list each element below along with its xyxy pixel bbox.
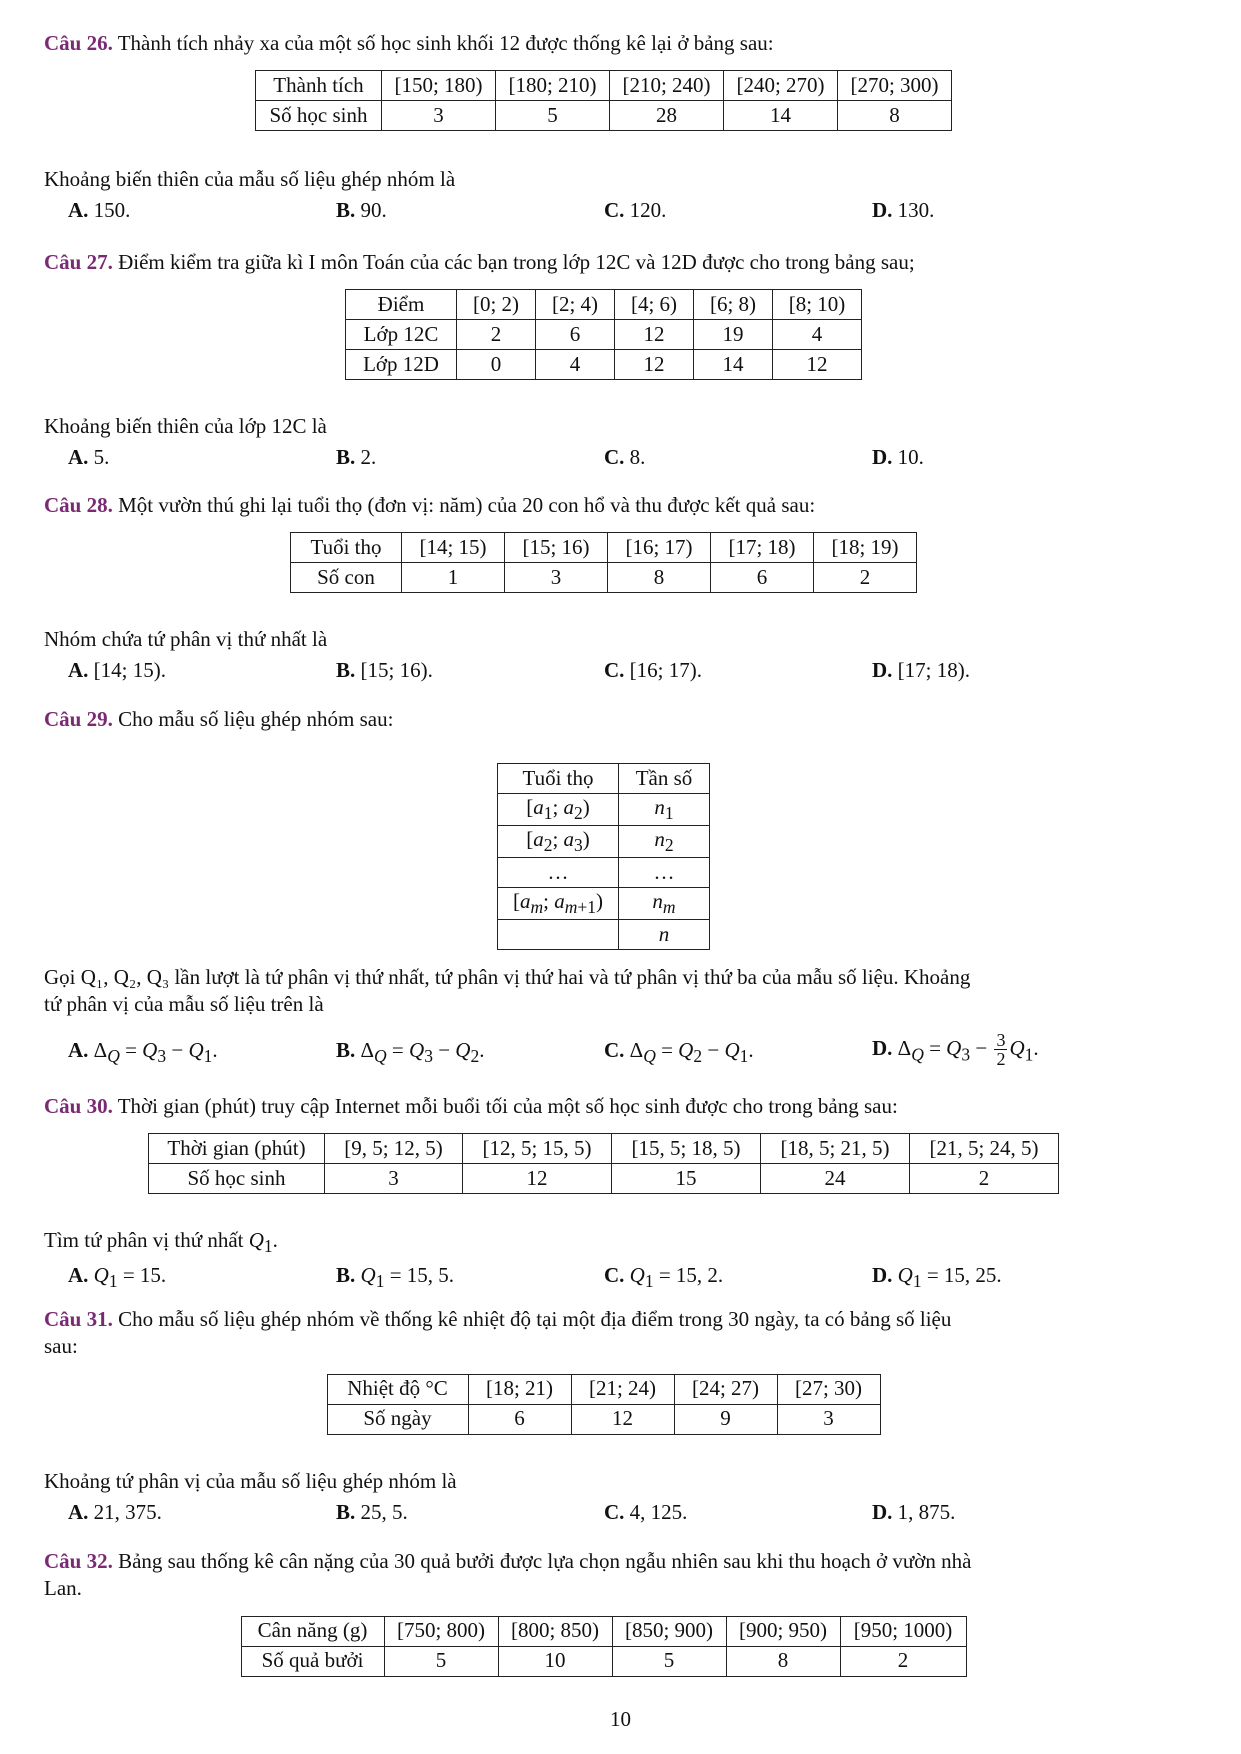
table-cell: Tuổi thọ	[498, 764, 619, 794]
table-row	[498, 826, 710, 858]
option-c[interactable]: C. [16; 17).	[604, 658, 702, 683]
option-c[interactable]: C. 8.	[604, 445, 646, 470]
table-cell: Số ngày	[327, 1404, 468, 1434]
option-d[interactable]: D. 1, 875.	[872, 1500, 956, 1525]
option-d[interactable]: D. [17; 18).	[872, 658, 970, 683]
question-28-stem	[44, 626, 1163, 687]
option-b[interactable]: B. [15; 16).	[336, 658, 433, 683]
option-a[interactable]: A. [14; 15).	[68, 658, 166, 683]
option-d[interactable]: D. $\Delta_Q = Q_3$ − $\frac{3}{2}$ $Q_1$.	[872, 1029, 1039, 1070]
question-number: Câu 31.	[44, 1307, 113, 1331]
question-30	[44, 1093, 1163, 1194]
option-a[interactable]: A. $\Delta_Q = Q_3 - Q_1$.	[68, 1037, 218, 1066]
question-26-stem	[44, 166, 1163, 227]
question-text: Cho mẫu số liệu ghép nhóm sau:	[118, 707, 394, 731]
table-cell: [900; 950)	[726, 1616, 840, 1646]
table-cell: [270; 300)	[838, 71, 952, 101]
question-28	[44, 492, 1163, 593]
question-number: Câu 27.	[44, 250, 113, 274]
table-cell: Tần số	[619, 764, 710, 794]
table-cell: [750; 800)	[384, 1616, 498, 1646]
question-29	[44, 706, 1163, 950]
option-b[interactable]: B. $Q_1 = 15$, 5.	[336, 1262, 455, 1292]
table-cell: [2; 4)	[536, 290, 615, 320]
option-a[interactable]: A. $Q_1 = 15$.	[68, 1262, 167, 1292]
option-c[interactable]: C. $Q_1 = 15$, 2.	[604, 1262, 724, 1292]
question-text: Bảng sau thống kê cân nặng của 30 quả bưởi được lựa chọn ngẫu nhiên sau khi thu hoạch ở vườn nhà	[118, 1549, 972, 1573]
table-cell: 4	[536, 350, 615, 380]
table-row	[346, 290, 862, 320]
question-27	[44, 249, 1163, 380]
table-row	[149, 1134, 1059, 1164]
table-cell: Thời gian (phút)	[149, 1134, 325, 1164]
answer-options	[44, 1499, 1163, 1529]
table-cell: [21; 24)	[571, 1374, 674, 1404]
table-row	[327, 1404, 880, 1434]
table-cell: 5	[496, 101, 610, 131]
question-number: Câu 30.	[44, 1094, 113, 1118]
table-cell: [17; 18)	[711, 533, 814, 563]
data-table	[345, 289, 862, 380]
table-row	[241, 1616, 966, 1646]
table-cell: n	[619, 920, 710, 950]
question-29-stem	[44, 964, 1163, 1071]
table-cell: 4	[773, 320, 862, 350]
table-row	[291, 533, 917, 563]
table-cell: [850; 900)	[612, 1616, 726, 1646]
table-cell: …	[619, 858, 710, 888]
table-cell: 6	[711, 563, 814, 593]
option-c[interactable]: C. 120.	[604, 198, 667, 223]
question-31: Câu 31. Cho mẫu số liệu ghép nhóm về thống kê nhiệt độ tại một địa điểm trong 30 ngày, ta có bảng số liệu sau: Nhiệt độ °C [18; 21) [21; 24) [24; 27) [27; 30) Số ngày 6 12 9 3	[44, 1306, 1163, 1435]
table-cell: Số học sinh	[256, 101, 382, 131]
table-cell: 0	[457, 350, 536, 380]
question-stem: Tìm tứ phân vị thứ nhất $Q_1$.	[44, 1228, 278, 1257]
question-32: Câu 32. Bảng sau thống kê cân nặng của 30 quả bưởi được lựa chọn ngẫu nhiên sau khi thu hoạch ở vườn nhà Lan. Cân năng (g) [750; 800) [800; 850) [850; 900) [900; 950) [950; 1000) Số quả bưởi 5 10 5 8 2	[44, 1548, 1163, 1677]
table-cell: 2	[840, 1646, 966, 1676]
table-row	[498, 888, 710, 920]
question-text: Thời gian (phút) truy cập Internet mỗi buổi tối của một số học sinh được cho trong bảng sau:	[117, 1094, 898, 1118]
answer-options	[44, 197, 1163, 227]
data-table	[497, 763, 710, 950]
table-cell: Số học sinh	[149, 1164, 325, 1194]
table-cell: $n_2$	[619, 826, 710, 858]
question-stem: Gọi Q₁, Q₂, Q₃ lần lượt là tứ phân vị thứ nhất, tứ phân vị thứ hai và tứ phân vị thứ ba của mẫu số liệu. Khoảng tứ phân vị của mẫu số liệu trên là	[44, 965, 971, 1017]
option-d[interactable]: D. $Q_1 = 15$, 25.	[872, 1262, 1002, 1292]
table-cell: [$a_2$; $a_3$)	[498, 826, 619, 858]
data-table	[327, 1374, 881, 1435]
table-cell: 24	[761, 1164, 910, 1194]
page-number: 10	[610, 1707, 631, 1731]
table-cell: [15; 16)	[505, 533, 608, 563]
table-cell: 10	[498, 1646, 612, 1676]
table-cell: [27; 30)	[777, 1374, 880, 1404]
table-cell: 3	[505, 563, 608, 593]
table-cell: [150; 180)	[382, 71, 496, 101]
table-cell: 12	[615, 350, 694, 380]
table-cell: 12	[463, 1164, 612, 1194]
table-cell: 2	[910, 1164, 1059, 1194]
table-cell: [950; 1000)	[840, 1616, 966, 1646]
table-cell: [$a_1$; $a_2$)	[498, 794, 619, 826]
table-cell: …	[498, 858, 619, 888]
question-text: Thành tích nhảy xa của một số học sinh khối 12 được thống kê lại ở bảng sau:	[117, 31, 774, 55]
table-cell: [21, 5; 24, 5)	[910, 1134, 1059, 1164]
answer-options	[44, 444, 1163, 474]
table-cell: $n_m$	[619, 888, 710, 920]
table-row	[346, 320, 862, 350]
data-table	[148, 1133, 1059, 1194]
table-cell: [14; 15)	[402, 533, 505, 563]
answer-options	[44, 657, 1163, 687]
table-cell: [4; 6)	[615, 290, 694, 320]
answer-options	[44, 1031, 1163, 1071]
option-c[interactable]: C. 4, 125.	[604, 1500, 688, 1525]
table-row	[346, 350, 862, 380]
table-cell: [18; 21)	[468, 1374, 571, 1404]
table-cell: [6; 8)	[694, 290, 773, 320]
table-cell: 14	[724, 101, 838, 131]
question-text: Điểm kiểm tra giữa kì I môn Toán của các bạn trong lớp 12C và 12D được cho trong bảng sau;	[118, 250, 915, 274]
question-number: Câu 26.	[44, 31, 113, 55]
table-cell: [18, 5; 21, 5)	[761, 1134, 910, 1164]
option-d[interactable]: D. 130.	[872, 198, 935, 223]
data-table	[241, 1616, 967, 1677]
answer-options	[44, 1262, 1163, 1292]
option-b[interactable]: B. $\Delta_Q = Q_3 - Q_2$.	[336, 1037, 485, 1066]
table-cell: 28	[610, 101, 724, 131]
table-cell: [9, 5; 12, 5)	[325, 1134, 463, 1164]
table-cell: 12	[571, 1404, 674, 1434]
option-b[interactable]: B. 90.	[336, 198, 387, 223]
question-number: Câu 28.	[44, 493, 113, 517]
question-26	[44, 30, 1163, 131]
table-row	[498, 764, 710, 794]
question-30-stem	[44, 1227, 1163, 1292]
table-cell: [24; 27)	[674, 1374, 777, 1404]
question-stem: Nhóm chứa tứ phân vị thứ nhất là	[44, 627, 328, 651]
table-cell: [210; 240)	[610, 71, 724, 101]
table-cell: 1	[402, 563, 505, 593]
option-b[interactable]: B. 25, 5.	[336, 1500, 408, 1525]
table-cell: 3	[325, 1164, 463, 1194]
table-row	[291, 563, 917, 593]
table-row	[241, 1646, 966, 1676]
table-cell: [16; 17)	[608, 533, 711, 563]
table-cell: [$a_m$; $a_{m+1}$)	[498, 888, 619, 920]
table-cell: 5	[612, 1646, 726, 1676]
table-cell: Lớp 12D	[346, 350, 457, 380]
table-cell: 2	[457, 320, 536, 350]
option-a[interactable]: A. 5.	[68, 445, 110, 470]
table-row	[498, 858, 710, 888]
data-table	[290, 532, 917, 593]
table-row	[256, 71, 952, 101]
table-row	[327, 1374, 880, 1404]
option-a[interactable]: A. 21, 375.	[68, 1500, 162, 1525]
table-cell: [180; 210)	[496, 71, 610, 101]
table-cell: Số quả bưởi	[241, 1646, 384, 1676]
data-table	[255, 70, 952, 131]
table-cell: Số con	[291, 563, 402, 593]
option-b[interactable]: B. 2.	[336, 445, 377, 470]
table-cell: 12	[773, 350, 862, 380]
table-cell	[498, 920, 619, 950]
question-stem: Khoảng biến thiên của lớp 12C là	[44, 414, 327, 438]
table-cell: 15	[612, 1164, 761, 1194]
question-27-stem	[44, 413, 1163, 474]
table-cell: 14	[694, 350, 773, 380]
question-text: Một vườn thú ghi lại tuổi thọ (đơn vị: năm) của 20 con hổ và thu được kết quả sau:	[118, 493, 816, 517]
question-number: Câu 29.	[44, 707, 113, 731]
table-cell: Cân năng (g)	[241, 1616, 384, 1646]
table-cell: 3	[777, 1404, 880, 1434]
table-cell: [800; 850)	[498, 1616, 612, 1646]
table-cell: 3	[382, 101, 496, 131]
table-cell: 8	[608, 563, 711, 593]
table-row	[498, 794, 710, 826]
table-cell: 19	[694, 320, 773, 350]
table-cell: 2	[814, 563, 917, 593]
table-cell: Tuổi thọ	[291, 533, 402, 563]
question-stem: Khoảng tứ phân vị của mẫu số liệu ghép nhóm là	[44, 1469, 457, 1493]
table-cell: Nhiệt độ °C	[327, 1374, 468, 1404]
table-row	[498, 920, 710, 950]
table-cell: Điểm	[346, 290, 457, 320]
question-text: Cho mẫu số liệu ghép nhóm về thống kê nhiệt độ tại một địa điểm trong 30 ngày, ta có bảng số liệu	[118, 1307, 952, 1331]
table-cell: Thành tích	[256, 71, 382, 101]
table-cell: 9	[674, 1404, 777, 1434]
table-cell: 8	[838, 101, 952, 131]
table-cell: 5	[384, 1646, 498, 1676]
table-cell: [240; 270)	[724, 71, 838, 101]
question-31-stem	[44, 1468, 1163, 1529]
table-cell: [8; 10)	[773, 290, 862, 320]
table-cell: 12	[615, 320, 694, 350]
question-number: Câu 32.	[44, 1549, 113, 1573]
table-row	[256, 101, 952, 131]
table-cell: Lớp 12C	[346, 320, 457, 350]
table-cell: [15, 5; 18, 5)	[612, 1134, 761, 1164]
table-cell: 6	[536, 320, 615, 350]
option-c[interactable]: C. $\Delta_Q = Q_2 - Q_1$.	[604, 1037, 754, 1066]
table-cell: [18; 19)	[814, 533, 917, 563]
question-stem: Khoảng biến thiên của mẫu số liệu ghép nhóm là	[44, 167, 456, 191]
option-d[interactable]: D. 10.	[872, 445, 924, 470]
table-row	[149, 1164, 1059, 1194]
table-cell: [0; 2)	[457, 290, 536, 320]
table-cell: 8	[726, 1646, 840, 1676]
option-a[interactable]: A. 150.	[68, 198, 131, 223]
table-cell: 6	[468, 1404, 571, 1434]
table-cell: [12, 5; 15, 5)	[463, 1134, 612, 1164]
table-cell: $n_1$	[619, 794, 710, 826]
